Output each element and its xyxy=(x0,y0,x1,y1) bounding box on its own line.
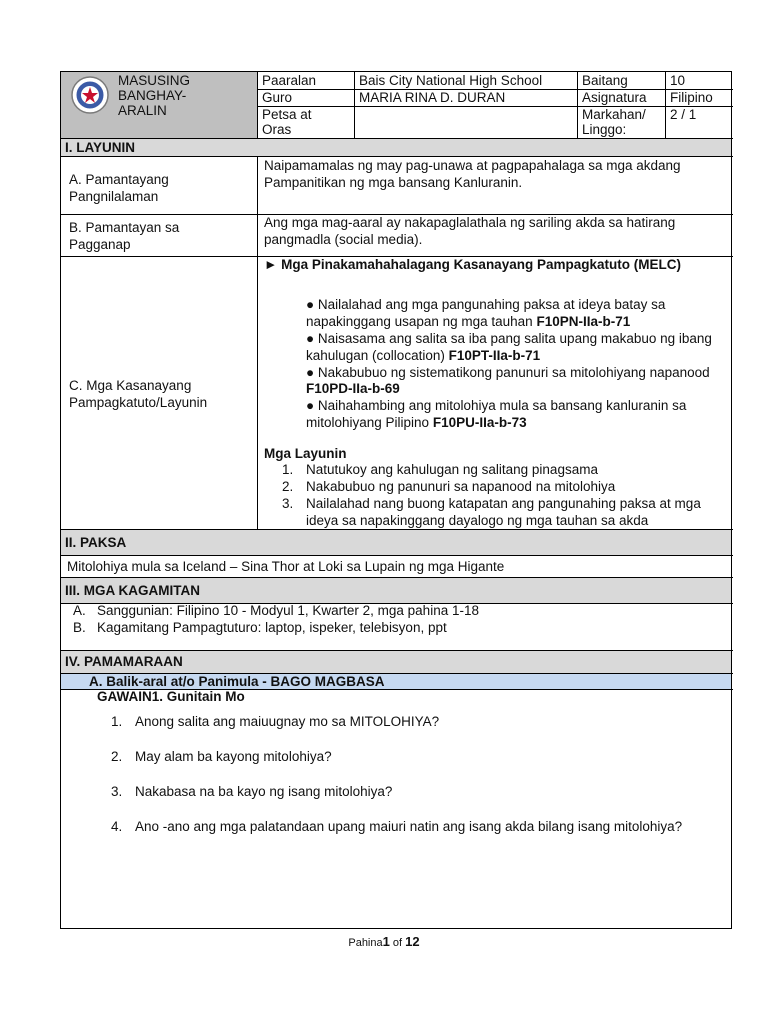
label-pamantayan-pagganap: B. Pamantayan sa Pagganap xyxy=(69,220,180,252)
label-pamantayang-pangnilalaman: A. Pamantayang Pangnilalaman xyxy=(69,172,169,204)
list-item: B. Kagamitang Pampagtuturo: laptop, ispeker, telebisyon, ppt xyxy=(73,619,447,635)
value-guro: MARIA RINA D. DURAN xyxy=(359,90,506,105)
lesson-plan-page xyxy=(60,71,732,929)
label-guro: Guro xyxy=(262,90,293,105)
value-paaralan: Bais City National High School xyxy=(359,73,543,88)
section-layunin-title: I. LAYUNIN xyxy=(61,139,731,156)
kagamitan-list xyxy=(61,603,731,637)
text-pamantayan-pagganap: Ang mga mag-aaral ay nakapaglalathala ng sariling akda sa hatirang pangmadla (social media). xyxy=(264,215,676,247)
question-list xyxy=(61,714,701,836)
value-baitang: 10 xyxy=(670,73,686,88)
sub-balik-aral: A. Balik-aral at/o Panimula - BAGO MAGBASA xyxy=(61,674,731,689)
section-paksa-title: II. PAKSA xyxy=(61,530,731,555)
label-paaralan: Paaralan xyxy=(262,73,317,88)
section-pamamaraan-title: IV. PAMAMARAAN xyxy=(61,651,731,673)
question-item: 3. Nakabasa na ba kayo ng isang mitolohiya? xyxy=(111,783,393,799)
mga-layunin-list xyxy=(260,462,730,530)
melc-title: ► Mga Pinakamahahalagang Kasanayang Pampagkatuto (MELC) xyxy=(264,257,681,272)
mga-layunin-title: Mga Layunin xyxy=(264,446,347,461)
melc-item: ● Nakabubuo ng sistematikong panunuri sa mitolohiyang napanood F10PD-IIa-b-69 xyxy=(306,364,710,397)
page-footer: Pahina1 of 12 xyxy=(348,934,420,949)
value-markahan: 2 / 1 xyxy=(670,107,697,122)
list-item: 3. Nailalahad nang buong katapatan ang pangunahing paksa at mga ideya sa napakinggang dayalogo ng mga tauhan sa akda xyxy=(282,495,701,528)
list-item: 2. Nakabubuo ng panunuri sa napanood na mitolohiya xyxy=(282,478,616,494)
section-kagamitan-title: III. MGA KAGAMITAN xyxy=(61,578,731,603)
label-kasanayang-pampagkatuto: C. Mga Kasanayang Pampagkatuto/Layunin xyxy=(69,378,208,410)
doc-title: MASUSING BANGHAY- ARALIN xyxy=(118,73,191,118)
text-pamantayang-pangnilalaman: Naipamamalas ng may pag-unawa at pagpapahalaga sa mga akdang Pampanitikan ng mga bansang Kanluranin. xyxy=(264,158,681,190)
value-asignatura: Filipino xyxy=(670,90,713,105)
label-petsa-oras: Petsa at Oras xyxy=(262,107,312,137)
gawain-title: GAWAIN1. Gunitain Mo xyxy=(97,689,245,704)
melc-list xyxy=(260,297,730,432)
label-markahan: Markahan/ Linggo: xyxy=(582,107,646,137)
melc-item: ● Naisasama ang salita sa iba pang salita upang makabuo ng ibang kahulugan (collocation) F10PT-IIa-b-71 xyxy=(306,330,712,363)
melc-item: ● Nailalahad ang mga pangunahing paksa at ideya batay sa napakinggang usapan ng mga tauhan F10PN-IIa-b-71 xyxy=(306,297,666,329)
question-item: 2. May alam ba kayong mitolohiya? xyxy=(111,748,332,764)
paksa-text: Mitolohiya mula sa Iceland – Sina Thor at Loki sa Lupain ng mga Higante xyxy=(67,559,505,574)
value-petsa-oras xyxy=(355,106,363,108)
question-item: 1. Anong salita ang maiuugnay mo sa MITOLOHIYA? xyxy=(111,714,440,729)
list-item: A. Sanggunian: Filipino 10 - Modyul 1, Kwarter 2, mga pahina 1-18 xyxy=(73,603,479,618)
melc-item: ● Naihahambing ang mitolohiya mula sa bansang kanluranin sa mitolohiyang Pilipino F10PU-IIa-b-73 xyxy=(306,398,687,431)
list-item: 1. Natutukoy ang kahulugan ng salitang pinagsama xyxy=(282,462,598,477)
deped-seal-icon xyxy=(71,76,109,114)
label-asignatura: Asignatura xyxy=(582,90,647,105)
label-baitang: Baitang xyxy=(582,73,628,88)
question-item: 4. Ano -ano ang mga palatandaan upang maiuri natin ang isang akda bilang isang mitolohiya? xyxy=(111,818,683,834)
